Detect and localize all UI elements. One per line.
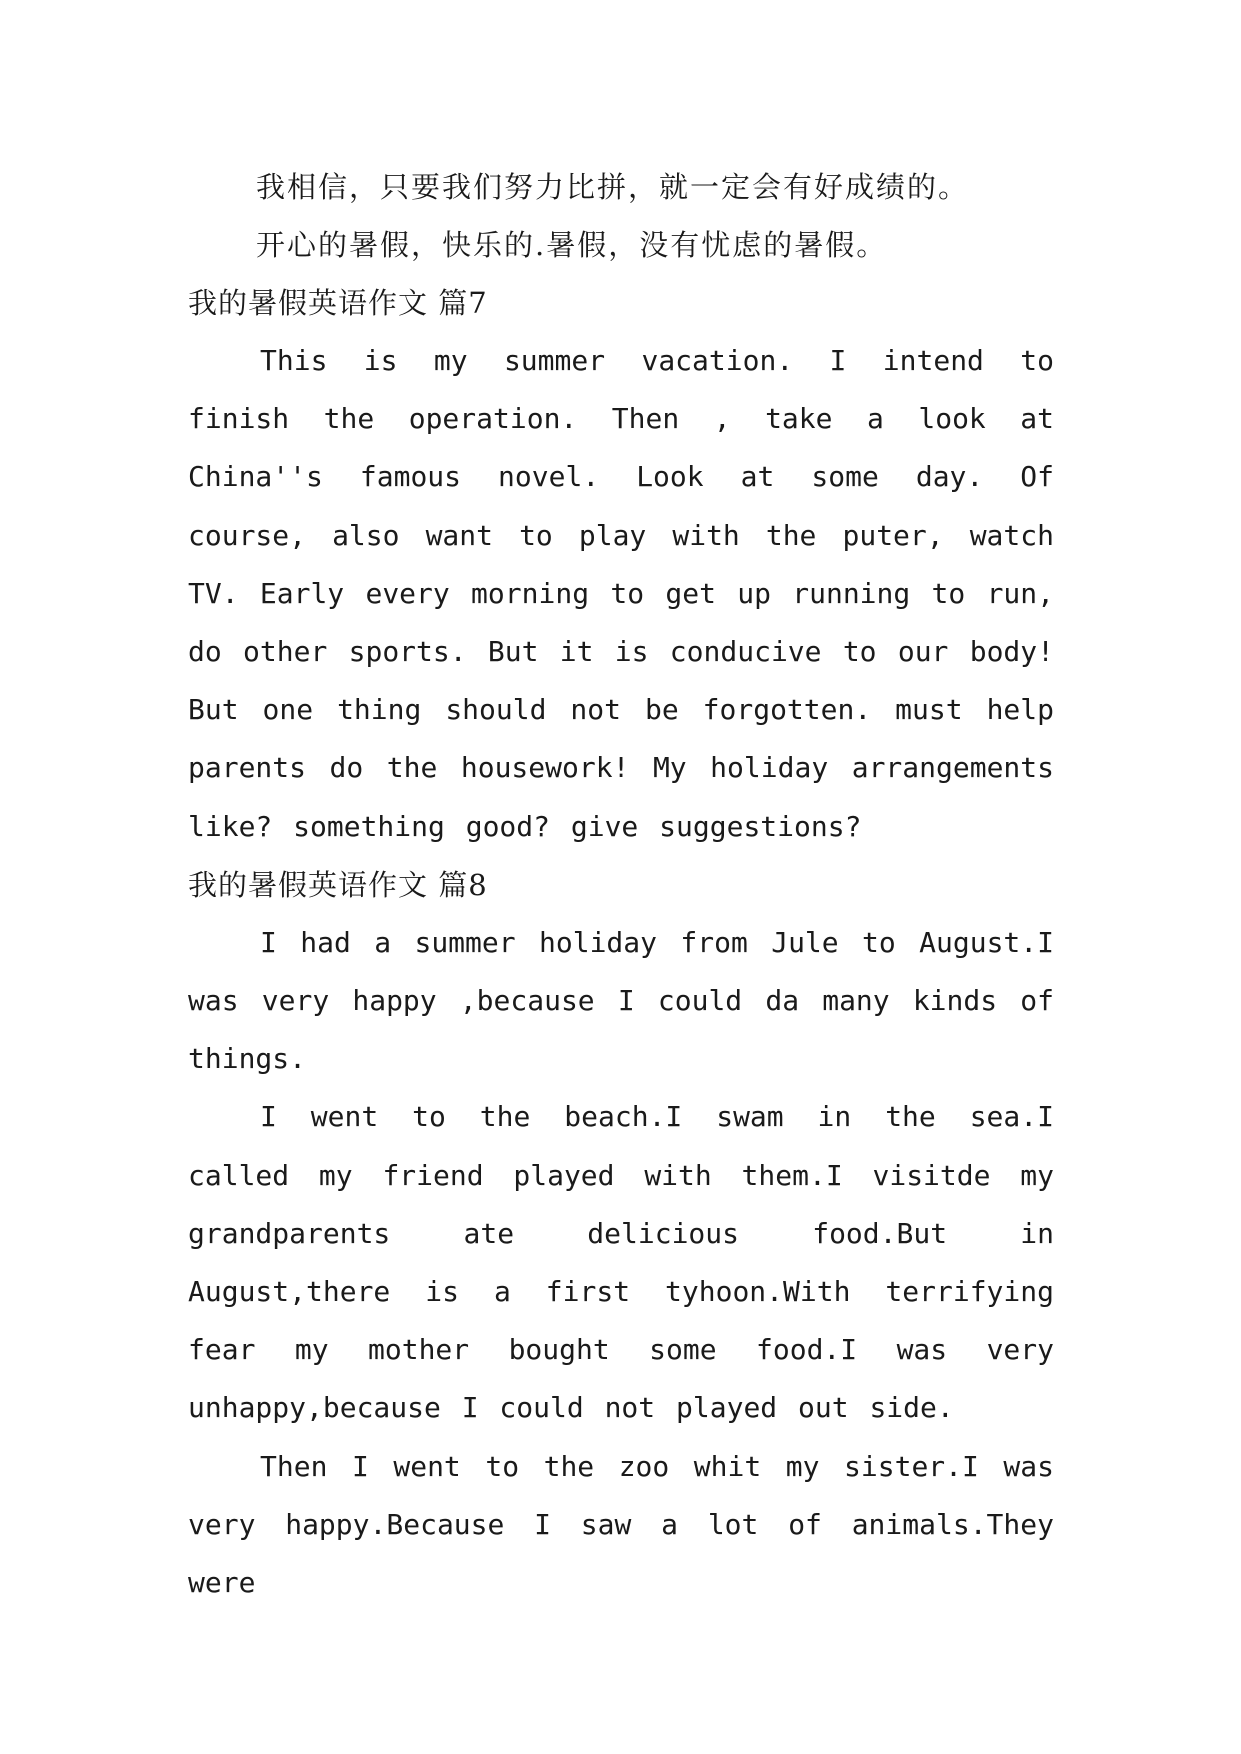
paragraph: Then I went to the zoo whit my sister.I was very happy.Because I saw a lot of animals.They were [188,1449,1054,1600]
document-body [188,158,1054,1612]
section-heading: 我的暑假英语作文 篇8 [188,867,488,902]
paragraph: 我相信，只要我们努力比拼，就一定会有好成绩的。 [256,170,970,204]
paragraph: 开心的暑假，快乐的.暑假，没有忧虑的暑假。 [256,228,888,262]
paragraph: I had a summer holiday from Jule to August.I was very happy ,because I could da many kinds of things. [188,925,1054,1076]
paragraph: This is my summer vacation. I intend to finish the operation. Then , take a look at China''s famous novel. Look at some day. Of course, also want to play with the puter, watch TV. Early every morning to get up running to run, do other sports. But it is conducive to our body! But one thing should not be forgotten. must help parents do the housework! My holiday arrangements like? something good? give suggestions? [188,344,1054,843]
section-heading: 我的暑假英语作文 篇7 [188,286,488,320]
paragraph: I went to the beach.I swam in the sea.I called my friend played with them.I visitde my grandparents ate delicious food.But in August,there is a first tyhoon.With terrifying fear my mother bought some food.I was very unhappy,because I could not played out side. [188,1100,1054,1425]
